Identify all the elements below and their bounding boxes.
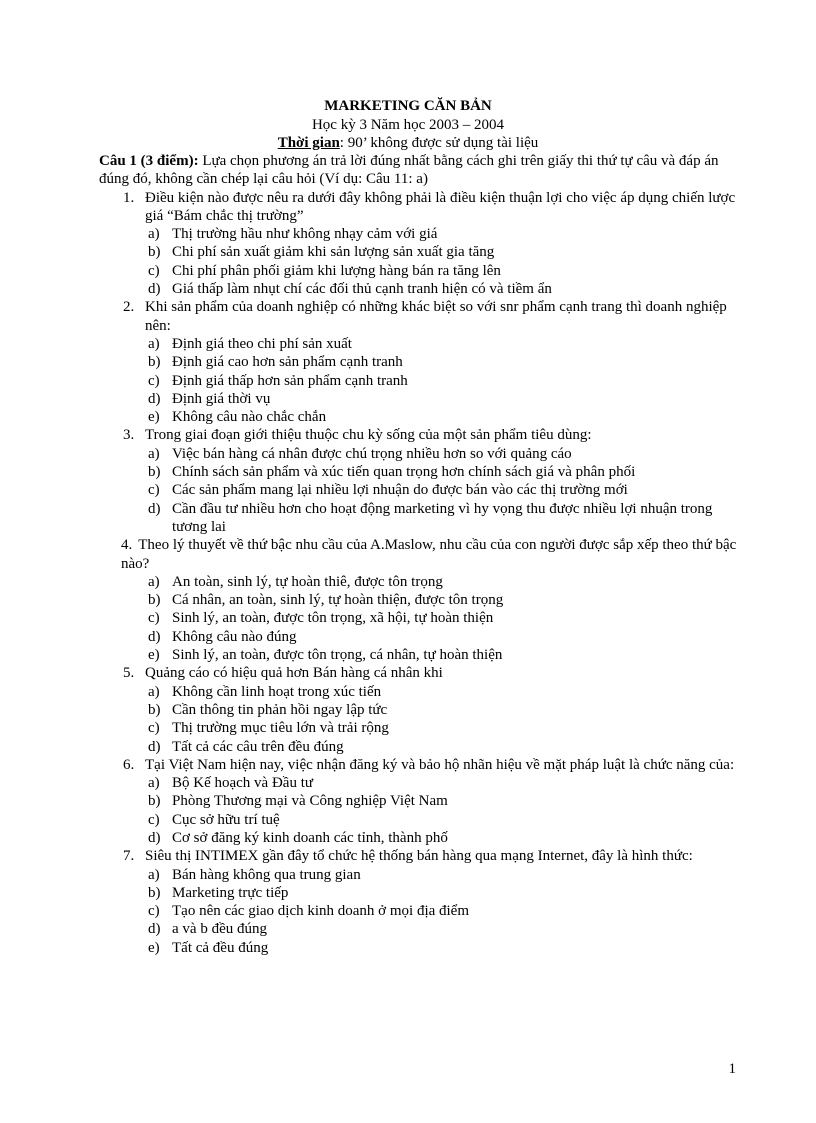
- option-text: Chính sách sản phẩm và xúc tiến quan trọng hơn chính sách giá và phân phối: [172, 464, 636, 481]
- option-text: Không cần linh hoạt trong xúc tiến: [172, 683, 382, 700]
- option-text: Việc bán hàng cá nhân được chú trọng nhiều hơn so với quảng cáo: [172, 445, 572, 462]
- option-text: Marketing trực tiếp: [172, 884, 289, 901]
- question-list: [99, 189, 739, 957]
- answer-option: [99, 646, 739, 664]
- option-text: Không câu nào đúng: [172, 628, 297, 645]
- instructions-text: Lựa chọn phương án trả lời đúng nhất bằng cách ghi trên giấy thi thứ tự câu và đáp án đúng đó, không cần chép lại câu hỏi (Ví dụ: Câu 11: a): [99, 153, 719, 188]
- option-letter: e): [148, 647, 160, 664]
- answer-option: [99, 884, 739, 902]
- option-letter: c): [148, 482, 160, 499]
- option-letter: d): [148, 281, 161, 298]
- option-text: Giá thấp làm nhụt chí các đối thủ cạnh tranh hiện có và tiềm ẩn: [172, 281, 552, 298]
- instructions-lead: Câu 1 (3 điểm):: [99, 153, 199, 169]
- question-text: Điều kiện nào được nêu ra dưới đây không phải là điều kiện thuận lợi cho việc áp dụng chiến lược giá “Bám chắc thị trường”: [145, 189, 736, 224]
- option-letter: d): [148, 390, 161, 407]
- option-letter: b): [148, 884, 161, 901]
- option-text: Định giá theo chi phí sản xuất: [172, 335, 352, 352]
- option-text: Thị trường mục tiêu lớn và trải rộng: [172, 720, 389, 737]
- option-letter: a): [148, 573, 160, 590]
- option-letter: e): [148, 939, 160, 956]
- option-text: Không câu nào chắc chắn: [172, 409, 327, 426]
- answer-option: [99, 500, 739, 537]
- option-letter: d): [148, 628, 161, 645]
- option-letter: a): [148, 683, 160, 700]
- answer-option: [99, 445, 739, 463]
- answer-option: [99, 481, 739, 499]
- option-text: Cần thông tin phản hồi ngay lập tức: [172, 701, 388, 718]
- answer-option: [99, 792, 739, 810]
- option-text: An toàn, sinh lý, tự hoàn thiê, được tôn trọng: [172, 573, 443, 590]
- answer-option: [99, 920, 739, 938]
- question-number: 3.: [123, 427, 135, 444]
- option-letter: b): [148, 592, 161, 609]
- option-letter: d): [148, 500, 161, 517]
- option-letter: d): [148, 829, 161, 846]
- exam-header: [0, 97, 816, 153]
- answer-option: [99, 609, 739, 627]
- question-item: [99, 756, 739, 774]
- question-number: 7.: [123, 848, 135, 865]
- option-letter: a): [148, 445, 160, 462]
- option-letter: c): [148, 720, 160, 737]
- option-text: Bán hàng không qua trung gian: [172, 866, 361, 883]
- question-item: [99, 298, 739, 335]
- exam-time-line: [0, 134, 816, 153]
- question-instructions: [99, 152, 739, 189]
- answer-option: [99, 225, 739, 243]
- answer-option: [99, 243, 739, 261]
- option-text: Định giá cao hơn sản phẩm cạnh tranh: [172, 354, 403, 371]
- option-letter: a): [148, 775, 160, 792]
- question-text: Khi sản phẩm của doanh nghiệp có những khác biệt so với snr phẩm cạnh trang thì doanh nghiệp nên:: [145, 299, 727, 334]
- option-letter: a): [148, 866, 160, 883]
- option-letter: b): [148, 464, 161, 481]
- answer-option: [99, 719, 739, 737]
- answer-option: [99, 353, 739, 371]
- answer-option: [99, 280, 739, 298]
- exam-subtitle: Học kỳ 3 Năm học 2003 – 2004: [311, 116, 505, 133]
- answer-option: [99, 866, 739, 884]
- exam-title: MARKETING CĂN BẢN: [324, 98, 492, 114]
- option-letter: c): [148, 811, 160, 828]
- option-text: Phòng Thương mại và Công nghiệp Việt Nam: [172, 793, 448, 810]
- question-text: Theo lý thuyết về thứ bậc nhu cầu của A.Maslow, nhu cầu của con người được sắp xếp theo thứ bậc nào?: [121, 537, 737, 572]
- option-text: Tất cả các câu trên đều đúng: [172, 738, 344, 755]
- option-letter: d): [148, 921, 161, 938]
- answer-option: [99, 335, 739, 353]
- option-text: Các sản phẩm mang lại nhiều lợi nhuận do được bán vào các thị trường mới: [172, 482, 628, 499]
- question-text: Tại Việt Nam hiện nay, việc nhận đăng ký và bảo hộ nhãn hiệu về mặt pháp luật là chức năng của:: [145, 756, 735, 773]
- option-letter: a): [148, 226, 160, 243]
- answer-option: [99, 683, 739, 701]
- question-item: [99, 536, 739, 573]
- page-number: 1: [728, 1061, 736, 1077]
- option-text: Sinh lý, an toàn, được tôn trọng, cá nhân, tự hoàn thiện: [172, 647, 503, 664]
- option-text: Thị trường hầu như không nhạy cảm với giá: [172, 226, 438, 243]
- option-text: Định giá thấp hơn sản phẩm cạnh tranh: [172, 372, 408, 389]
- option-letter: b): [148, 701, 161, 718]
- option-text: Chi phí sản xuất giảm khi sản lượng sản xuất gia tăng: [172, 244, 495, 261]
- question-number: 2.: [123, 299, 135, 316]
- answer-option: [99, 628, 739, 646]
- answer-option: [99, 591, 739, 609]
- answer-option: [99, 701, 739, 719]
- answer-option: [99, 829, 739, 847]
- option-letter: b): [148, 354, 161, 371]
- question-number: 4.: [121, 537, 133, 554]
- answer-option: [99, 390, 739, 408]
- answer-option: [99, 738, 739, 756]
- option-text: Chi phí phân phối giảm khi lượng hàng bán ra tăng lên: [172, 262, 501, 279]
- answer-option: [99, 463, 739, 481]
- option-letter: c): [148, 262, 160, 279]
- question-item: [99, 664, 739, 682]
- option-text: Tạo nên các giao dịch kinh doanh ở mọi địa điểm: [172, 903, 470, 920]
- option-text: Bộ Kế hoạch và Đầu tư: [172, 775, 314, 792]
- option-text: Cục sở hữu trí tuệ: [172, 811, 280, 828]
- answer-option: [99, 573, 739, 591]
- question-item: [99, 189, 739, 226]
- option-text: Sinh lý, an toàn, được tôn trọng, xã hội, tự hoàn thiện: [172, 610, 494, 627]
- option-text: Tất cả đều đúng: [172, 939, 269, 956]
- option-text: Cần đầu tư nhiều hơn cho hoạt động marketing vì hy vọng thu được nhiều lợi nhuận trong tương lai: [172, 500, 713, 535]
- option-letter: c): [148, 610, 160, 627]
- option-letter: a): [148, 335, 160, 352]
- option-letter: e): [148, 409, 160, 426]
- answer-option: [99, 372, 739, 390]
- option-letter: b): [148, 244, 161, 261]
- answer-option: [99, 774, 739, 792]
- option-letter: c): [148, 372, 160, 389]
- answer-option: [99, 408, 739, 426]
- question-item: [99, 426, 739, 444]
- answer-option: [99, 262, 739, 280]
- answer-option: [99, 939, 739, 957]
- question-item: [99, 847, 739, 865]
- option-text: a và b đều đúng: [172, 921, 267, 938]
- exam-body: [99, 152, 739, 957]
- time-label: Thời gian: [277, 135, 340, 151]
- option-text: Cơ sở đăng ký kinh doanh các tỉnh, thành phố: [172, 829, 448, 846]
- question-text: Trong giai đoạn giới thiệu thuộc chu kỳ sống của một sản phẩm tiêu dùng:: [145, 427, 592, 444]
- time-rest: : 90’ không được sử dụng tài liệu: [339, 135, 539, 151]
- option-text: Cá nhân, an toàn, sinh lý, tự hoàn thiện, được tôn trọng: [172, 592, 504, 609]
- question-number: 5.: [123, 665, 135, 682]
- question-number: 6.: [123, 756, 135, 773]
- option-text: Định giá thời vụ: [172, 390, 271, 407]
- option-letter: d): [148, 738, 161, 755]
- question-text: Quảng cáo có hiệu quả hơn Bán hàng cá nhân khi: [145, 665, 443, 682]
- question-number: 1.: [123, 189, 135, 206]
- answer-option: [99, 811, 739, 829]
- option-letter: b): [148, 793, 161, 810]
- answer-option: [99, 902, 739, 920]
- question-text: Siêu thị INTIMEX gần đây tổ chức hệ thống bán hàng qua mạng Internet, đây là hình thức:: [145, 848, 693, 865]
- option-letter: c): [148, 903, 160, 920]
